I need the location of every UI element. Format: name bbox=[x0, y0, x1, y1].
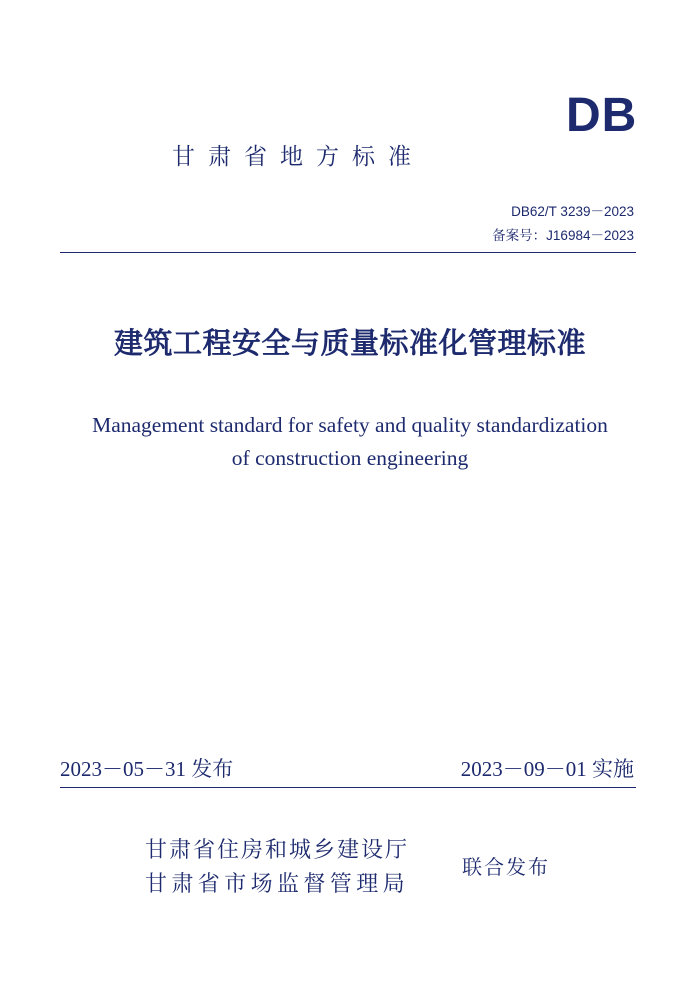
db-logo: DB bbox=[566, 89, 638, 142]
bottom-divider bbox=[60, 787, 636, 788]
implement-date: 2023－09－01 实施 bbox=[460, 757, 634, 781]
issuer-line1: 甘肃省住房和城乡建设厅 bbox=[145, 838, 410, 863]
publish-date: 2023－05－31 发布 bbox=[60, 757, 234, 781]
top-divider bbox=[60, 252, 636, 253]
issuer-line2: 甘肃省市场监督管理局 bbox=[145, 872, 410, 897]
title-chinese: 建筑工程安全与质量标准化管理标准 bbox=[113, 326, 586, 360]
title-english-line2: of construction engineering bbox=[231, 446, 469, 470]
standard-code: DB62/T 3239－2023 bbox=[511, 204, 634, 219]
title-english-line1: Management standard for safety and quality standardization bbox=[92, 413, 608, 437]
issuer-block bbox=[145, 834, 409, 902]
joint-release-label: 联合发布 bbox=[462, 855, 550, 879]
standard-code-block bbox=[492, 200, 634, 248]
standard-type-heading: 甘肃省地方标准 bbox=[172, 144, 424, 170]
title-english bbox=[0, 409, 700, 475]
record-number: 备案号：J16984－2023 bbox=[492, 228, 634, 243]
